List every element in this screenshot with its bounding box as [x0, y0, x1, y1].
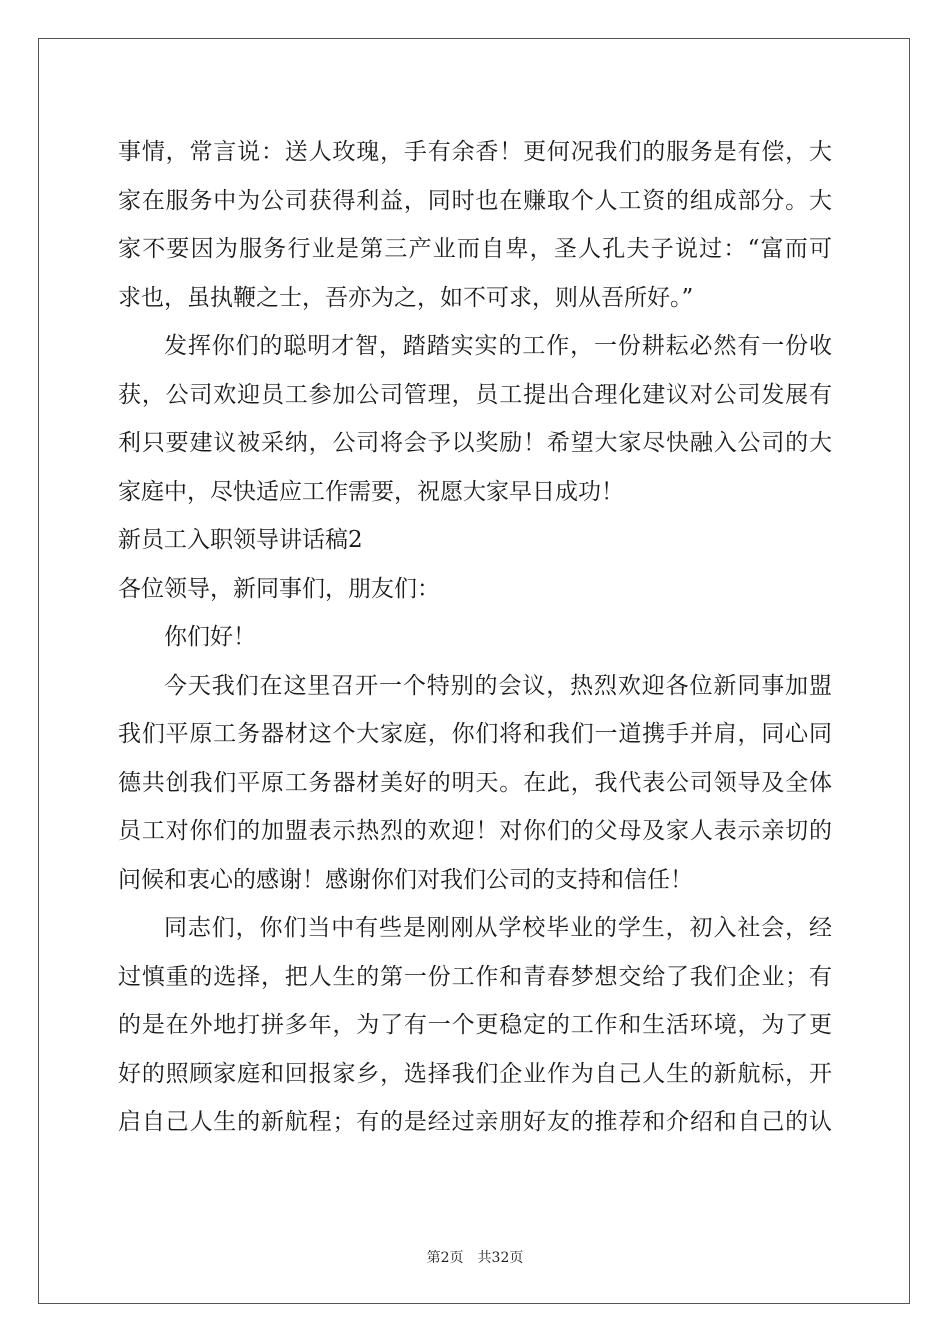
- text-line: 各位领导，新同事们，朋友们：: [118, 575, 440, 602]
- text-line: 启自己人生的新航程；有的是经过亲朋好友的推荐和介绍和自己的认: [118, 1109, 832, 1135]
- text-line: 同志们，你们当中有些是刚刚从学校毕业的学生，初入社会，经: [164, 915, 832, 941]
- text-line: 员工对你们的加盟表示热烈的欢迎！对你们的父母及家人表示亲切的: [118, 818, 832, 844]
- text-line: 今天我们在这里召开一个特别的会议，热烈欢迎各位新同事加盟: [164, 672, 832, 699]
- text-line: 我们平原工务器材这个大家庭，你们将和我们一道携手并肩，同心同: [118, 721, 832, 747]
- text-line: 事情，常言说：送人玫瑰，手有余香！更何况我们的服务是有偿，大: [118, 139, 832, 165]
- text-line: 的是在外地打拼多年，为了有一个更稳定的工作和生活环境，为了更: [118, 1012, 832, 1038]
- text-line: 过慎重的选择，把人生的第一份工作和青春梦想交给了我们企业；有: [118, 963, 832, 990]
- text-line: 家在服务中为公司获得利益，同时也在赚取个人工资的组成部分。大: [118, 187, 832, 214]
- total-pages-label: 共32页: [477, 1250, 524, 1266]
- text-line: 发挥你们的聪明才智，踏踏实实的工作，一份耕耘必然有一份收: [164, 333, 832, 359]
- text-line: 新员工入职领导讲话稿2: [118, 527, 363, 553]
- text-line: 获，公司欢迎员工参加公司管理，员工提出合理化建议对公司发展有: [118, 381, 832, 408]
- text-line: 你们好！: [164, 624, 256, 650]
- text-line: 家庭中，尽快适应工作需要，祝愿大家早日成功！: [118, 478, 624, 505]
- text-line: 德共创我们平原工务器材美好的明天。在此，我代表公司领导及全体: [118, 769, 832, 796]
- current-page-label: 第2页: [426, 1250, 464, 1266]
- text-line: 求也，虽执鞭之士，吾亦为之，如不可求，则从吾所好。”: [118, 284, 694, 311]
- text-line: 问候和衷心的感谢！感谢你们对我们公司的支持和信任！: [118, 866, 693, 893]
- text-line: 利只要建议被采纳，公司将会予以奖励！希望大家尽快融入公司的大: [118, 430, 832, 456]
- text-line: 好的照顾家庭和回报家乡，选择我们企业作为自己人生的新航标，开: [118, 1060, 832, 1087]
- text-line: 家不要因为服务行业是第三产业而自卑，圣人孔夫子说过：“富而可: [118, 236, 832, 262]
- page-footer: [0, 1247, 950, 1267]
- document-body: [118, 128, 832, 1147]
